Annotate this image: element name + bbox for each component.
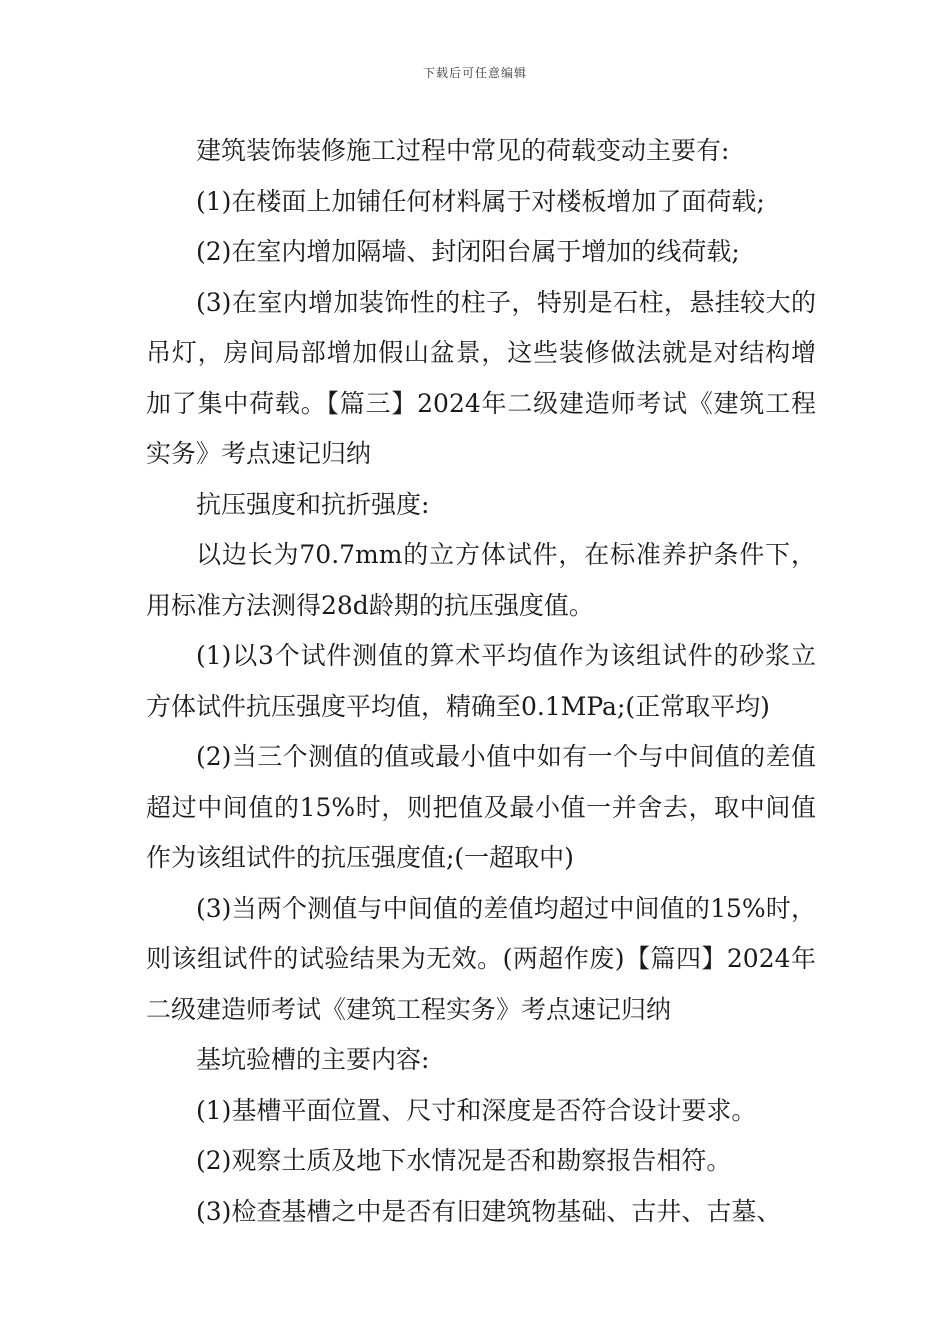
document-body — [146, 126, 816, 1237]
paragraph-inspection-heading: 基坑验槽的主要内容: — [196, 1045, 430, 1074]
paragraph-strength-item-1: (1)以3个试件测值的算术平均值作为该组试件的砂浆立方体试件抗压强度平均值，精确至0.1MPa;(正常取平均) — [146, 641, 816, 721]
paragraph-inspection-item-3: (3)检查基槽之中是否有旧建筑物基础、古井、古墓、 — [196, 1196, 782, 1226]
page-header-note: 下载后可任意编辑 — [422, 66, 527, 80]
paragraph-load-changes-intro: 建筑装饰装修施工过程中常见的荷载变动主要有: — [196, 136, 730, 165]
paragraph-load-item-1: (1)在楼面上加铺任何材料属于对楼板增加了面荷载; — [196, 186, 765, 216]
paragraph-strength-item-2: (2)当三个测值的值或最小值中如有一个与中间值的差值超过中间值的15%时，则把值及最小值一并舍去，取中间值作为该组试件的抗压强度值;(一超取中) — [146, 742, 816, 872]
paragraph-strength-item-3: (3)当两个测值与中间值的差值均超过中间值的15%时，则该组试件的试验结果为无效。(两超作废)【篇四】2024年二级建造师考试《建筑工程实务》考点速记归纳 — [146, 893, 816, 1024]
paragraph-inspection-item-2: (2)观察土质及地下水情况是否和勘察报告相符。 — [196, 1146, 732, 1175]
paragraph-strength-definition: 以边长为70.7mm的立方体试件，在标准养护条件下，用标准方法测得28d龄期的抗压强度值。 — [146, 540, 816, 620]
paragraph-inspection-item-1: (1)基槽平面位置、尺寸和深度是否符合设计要求。 — [196, 1095, 757, 1125]
paragraph-load-item-3: (3)在室内增加装饰性的柱子，特别是石柱，悬挂较大的吊灯，房间局部增加假山盆景，这些装修做法就是对结构增加了集中荷载。【篇三】2024年二级建造师考试《建筑工程实务》考点速记归纳 — [146, 287, 816, 468]
paragraph-load-item-2: (2)在室内增加隔墙、封闭阳台属于增加的线荷载; — [196, 237, 740, 266]
paragraph-strength-heading: 抗压强度和抗折强度: — [196, 489, 430, 519]
